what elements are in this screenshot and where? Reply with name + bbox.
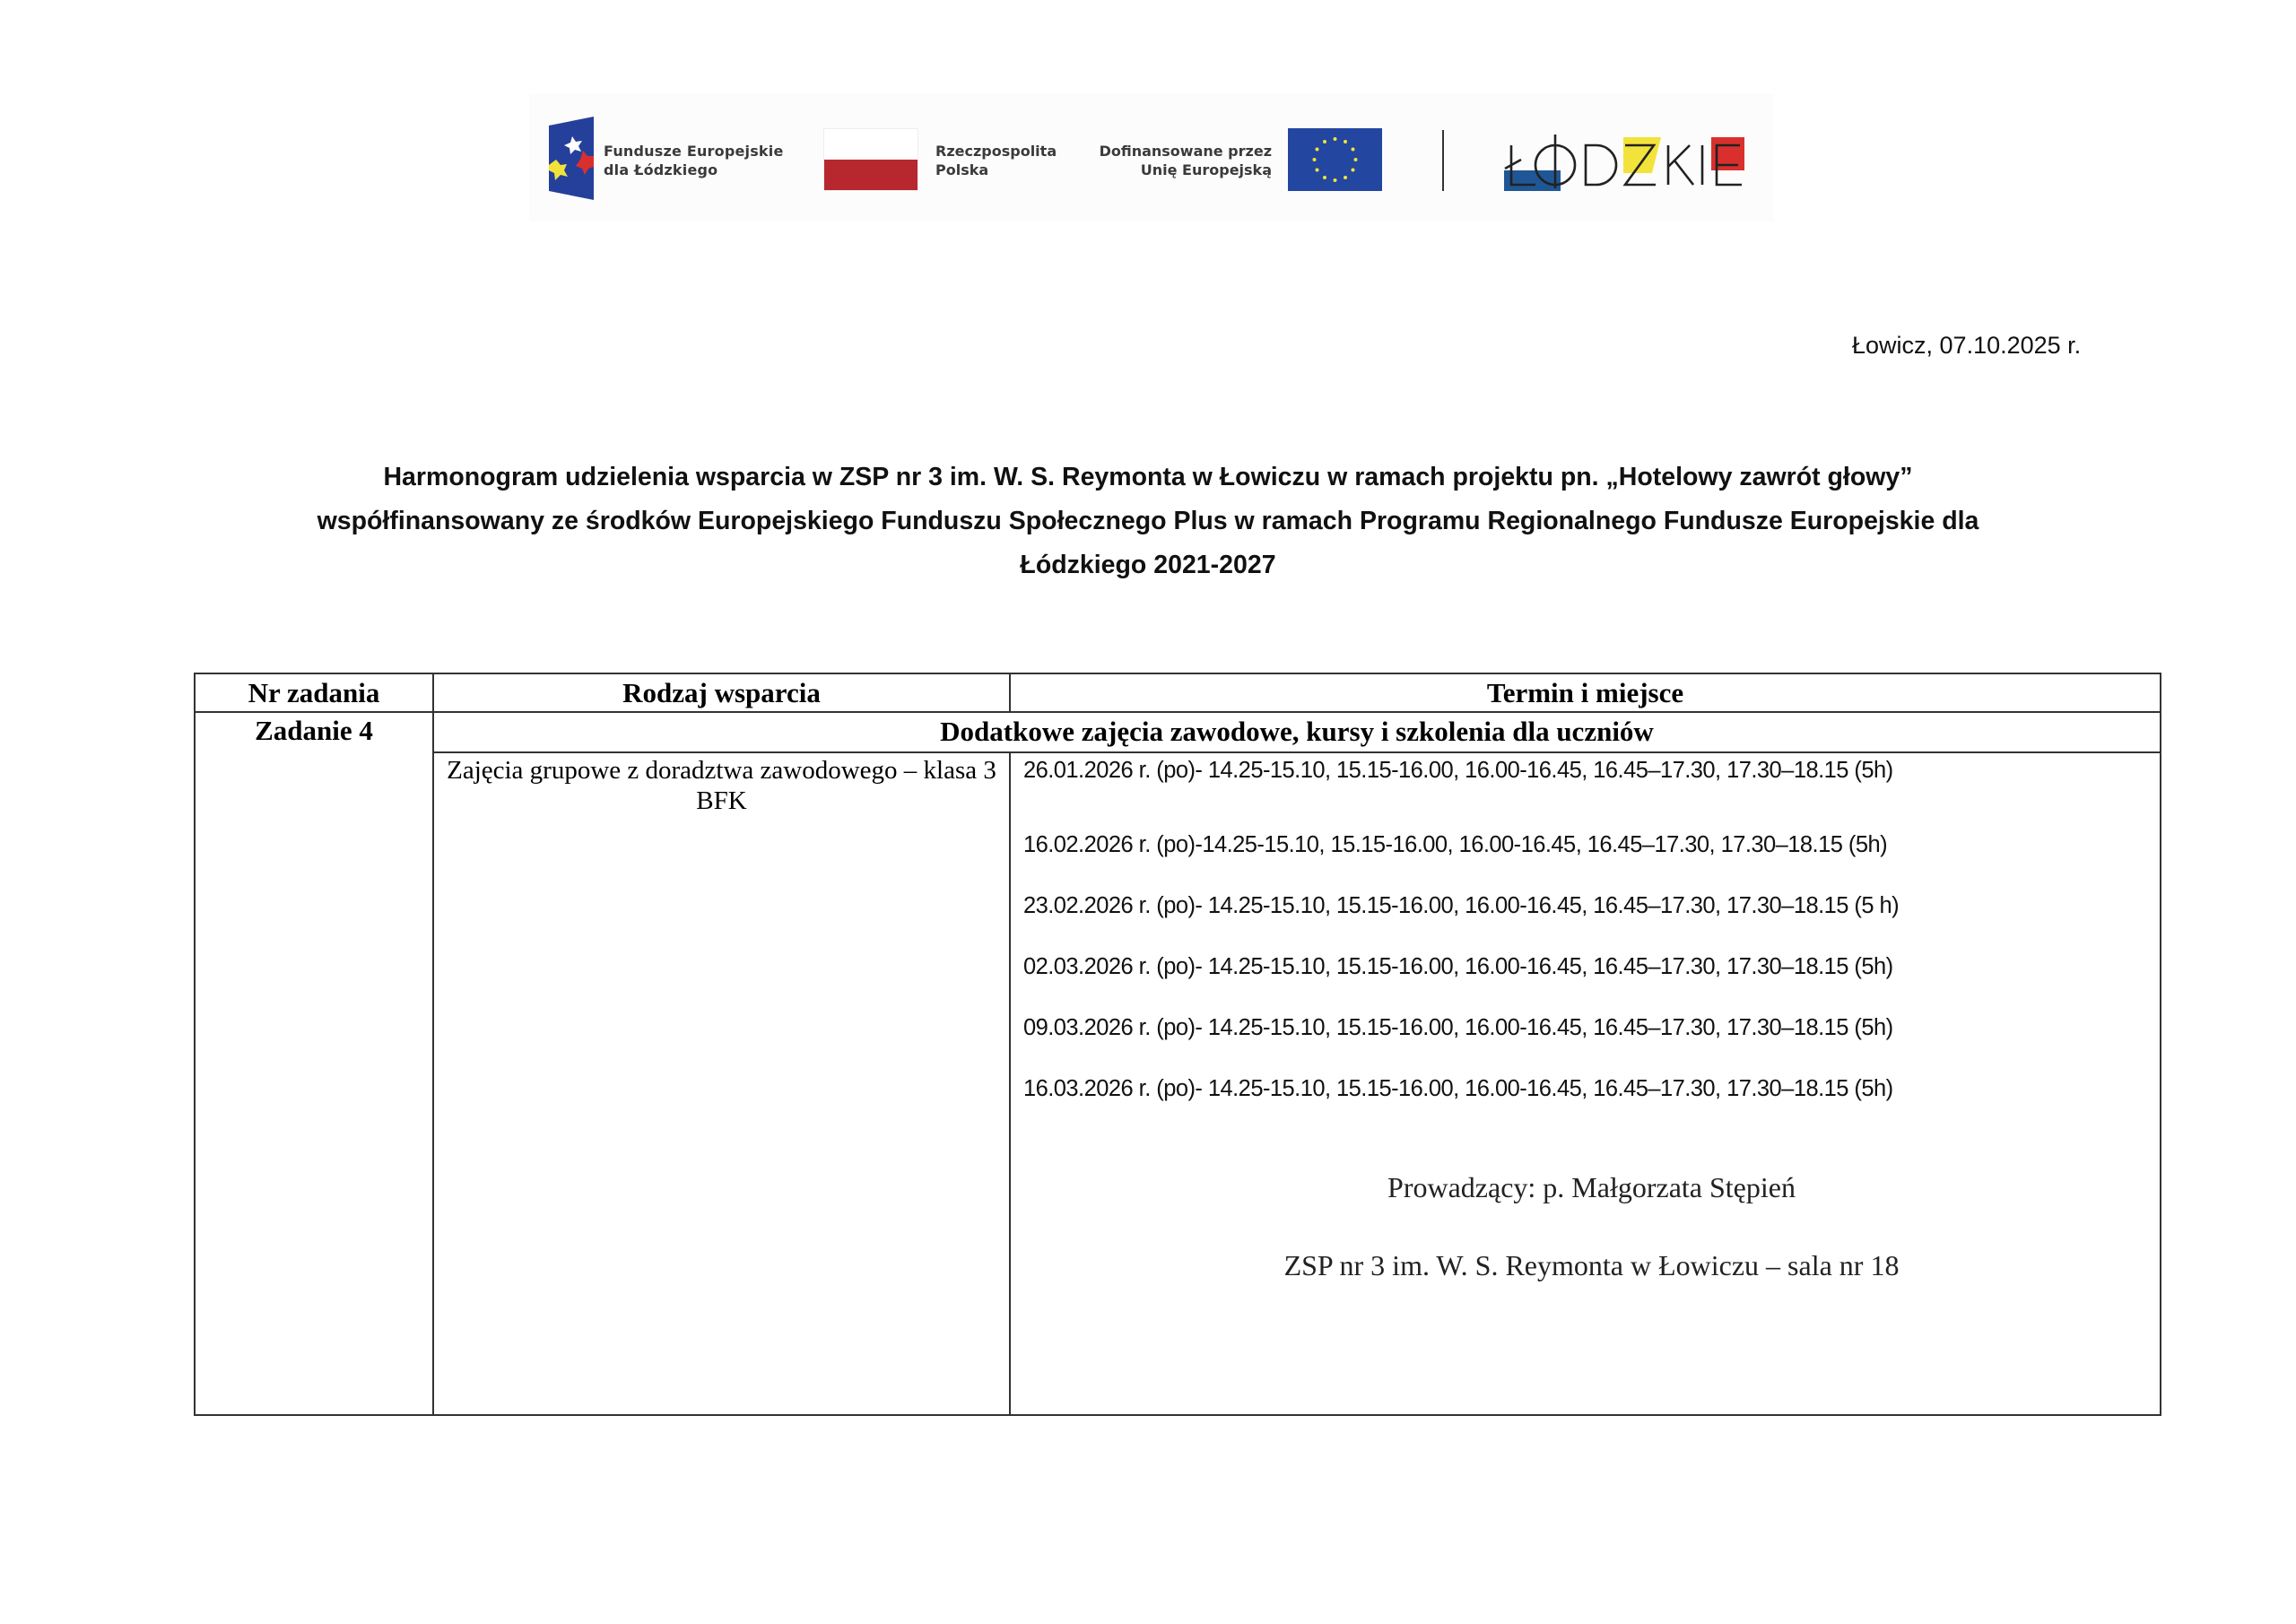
task-category-cell: Dodatkowe zajęcia zawodowe, kursy i szkolenia dla uczniów bbox=[433, 712, 2161, 752]
title-line1: Harmonogram udzielenia wsparcia w ZSP nr 3 im. W. S. Reymonta w Łowiczu w ramach projektu pn. „Hotelowy zawrót głowy” bbox=[383, 463, 1913, 491]
support-type-cell: Zajęcia grupowe z doradztwa zawodowego – klasa 3 BFK bbox=[433, 752, 1010, 1415]
title-line3: Łódzkiego 2021-2027 bbox=[1020, 551, 1276, 579]
table-header-row bbox=[195, 673, 2161, 712]
fe-logo-text bbox=[604, 142, 784, 179]
fe-logo-line2: dla Łódzkiego bbox=[604, 161, 718, 178]
column-header-support-type: Rodzaj wsparcia bbox=[433, 673, 1010, 712]
eu-flag-icon bbox=[1288, 128, 1382, 191]
session-date-item: 09.03.2026 r. (po)- 14.25-15.10, 15.15-16.00, 16.00-16.45, 16.45–17.30, 17.30–18.15 (5h) bbox=[1023, 1015, 1893, 1040]
pl-logo-line1: Rzeczpospolita bbox=[935, 143, 1057, 160]
instructor-name: Prowadzący: p. Małgorzata Stępień bbox=[1387, 1171, 1796, 1203]
task-number-cell: Zadanie 4 bbox=[195, 712, 433, 1415]
fundusze-europejskie-logo-icon bbox=[549, 117, 594, 200]
eu-logo-line1: Dofinansowane przez bbox=[1099, 143, 1272, 160]
document-date: Łowicz, 07.10.2025 r. bbox=[1852, 332, 2082, 359]
column-header-date-place: Termin i miejsce bbox=[1010, 673, 2161, 712]
title-line2: współfinansowany ze środków Europejskiego Funduszu Społecznego Plus w ramach Programu Regionalnego Fundusze Europejskie dla bbox=[317, 507, 1979, 535]
session-date-item: 26.01.2026 r. (po)- 14.25-15.10, 15.15-16.00, 16.00-16.45, 16.45–17.30, 17.30–18.15 (5h) bbox=[1023, 758, 1893, 783]
eu-logo-line2: Unię Europejską bbox=[1140, 161, 1272, 178]
table-row bbox=[195, 752, 2161, 1415]
session-date-item: 23.02.2026 r. (po)- 14.25-15.10, 15.15-16.00, 16.00-16.45, 16.45–17.30, 17.30–18.15 (5 h) bbox=[1023, 893, 1900, 918]
column-header-task-number: Nr zadania bbox=[195, 673, 433, 712]
session-date-item: 16.02.2026 r. (po)-14.25-15.10, 15.15-16.00, 16.00-16.45, 16.45–17.30, 17.30–18.15 (5h) bbox=[1023, 832, 1888, 857]
schedule-table bbox=[194, 673, 2161, 1416]
session-location: ZSP nr 3 im. W. S. Reymonta w Łowiczu – sala nr 18 bbox=[1283, 1249, 1900, 1281]
lodzkie-region-logo-icon bbox=[1498, 135, 1758, 197]
pl-logo-line2: Polska bbox=[935, 161, 989, 178]
pl-logo-text bbox=[935, 142, 1057, 179]
poland-flag-icon bbox=[823, 128, 918, 191]
session-dates-list bbox=[1023, 753, 2160, 1119]
session-date-item: 02.03.2026 r. (po)- 14.25-15.10, 15.15-16.00, 16.00-16.45, 16.45–17.30, 17.30–18.15 (5h) bbox=[1023, 954, 1893, 979]
eu-logo-text bbox=[1096, 142, 1272, 179]
session-date-item: 16.03.2026 r. (po)- 14.25-15.10, 15.15-16.00, 16.00-16.45, 16.45–17.30, 17.30–18.15 (5h) bbox=[1023, 1076, 1893, 1101]
logo-separator bbox=[1442, 130, 1444, 191]
document-title bbox=[179, 456, 2117, 587]
date-place-cell bbox=[1010, 752, 2161, 1415]
fe-logo-line1: Fundusze Europejskie bbox=[604, 143, 784, 160]
table-row bbox=[195, 712, 2161, 752]
